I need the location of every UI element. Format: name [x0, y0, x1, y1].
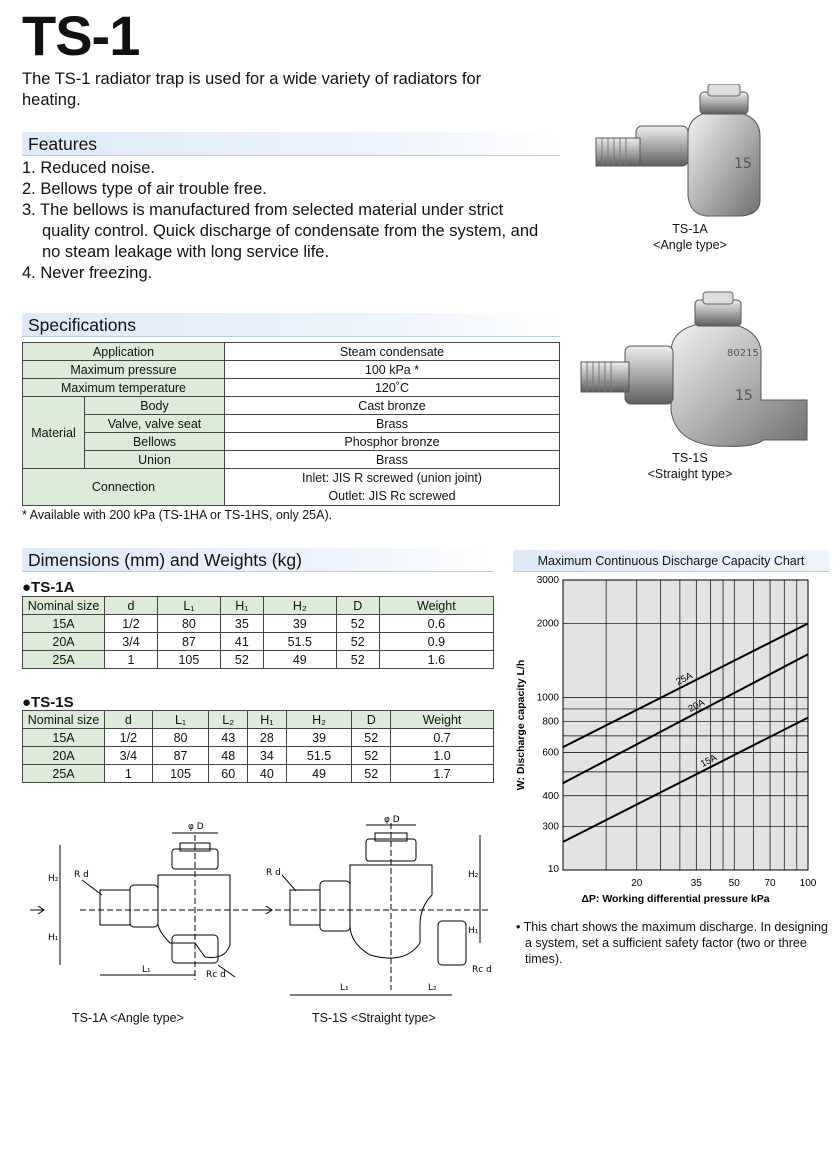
- table-cell: 52: [336, 615, 379, 633]
- column-header: L₂: [209, 711, 248, 729]
- y-tick-label: 600: [542, 747, 559, 759]
- ts1s-table-label: ●TS-1S: [22, 694, 74, 711]
- table-cell: 60: [209, 765, 248, 783]
- spec-label: Connection: [23, 469, 225, 506]
- column-header: H₂: [263, 597, 336, 615]
- column-header: L₁: [152, 711, 209, 729]
- column-header: H₁: [248, 711, 287, 729]
- phi-d-label: φ D: [384, 815, 400, 825]
- l1-label: L₁: [340, 983, 349, 993]
- column-header: H₁: [220, 597, 263, 615]
- feature-item: 3. The bellows is manufactured from selected material under strict quality control. Quick discharge of condensate from the system, and no steam leakage with long service life.: [22, 201, 539, 261]
- y-tick-label: 300: [542, 821, 559, 833]
- spec-sublabel: Valve, valve seat: [85, 415, 225, 433]
- caption-line: TS-1S: [672, 451, 708, 465]
- dimensions-heading: Dimensions (mm) and Weights (kg): [22, 548, 494, 572]
- series-label: 25A: [674, 670, 695, 688]
- ts1s-drawing-labels: [266, 815, 492, 993]
- table-cell: 48: [209, 747, 248, 765]
- table-cell: 25A: [23, 651, 105, 669]
- table-cell: 52: [336, 651, 379, 669]
- table-cell: 1.6: [379, 651, 493, 669]
- y-axis-label: W: Discharge capacity L/h: [515, 659, 527, 791]
- spec-footnote: * Available with 200 kPa (TS-1HA or TS-1HS, only 25A).: [22, 508, 333, 522]
- table-row: [23, 451, 560, 469]
- connection-inlet: Inlet: JIS R screwed (union joint): [302, 471, 482, 485]
- drawing-caption-straight: TS-1S <Straight type>: [312, 1011, 436, 1025]
- table-header-row: [23, 711, 494, 729]
- ts1s-product-photo: [575, 290, 815, 450]
- features-list: [22, 158, 542, 284]
- feature-item: 4. Never freezing.: [22, 264, 153, 282]
- features-heading: Features: [22, 132, 560, 156]
- table-row: [23, 361, 560, 379]
- x-tick-label: 70: [764, 878, 776, 889]
- y-tick-label: 1000: [536, 692, 559, 704]
- feature-item: 1. Reduced noise.: [22, 159, 156, 177]
- table-cell: 105: [157, 651, 220, 669]
- table-cell: 49: [263, 651, 336, 669]
- table-cell: 20A: [23, 633, 105, 651]
- table-cell: 105: [152, 765, 209, 783]
- l1-label: L₁: [142, 965, 151, 975]
- table-cell: 39: [286, 729, 352, 747]
- spec-value: Steam condensate: [225, 343, 560, 361]
- column-header: d: [105, 711, 153, 729]
- table-cell: 80: [152, 729, 209, 747]
- ts1s-photo-caption: [600, 450, 780, 482]
- table-row: [23, 615, 494, 633]
- table-cell: 49: [286, 765, 352, 783]
- spec-label: Material: [23, 397, 85, 469]
- ts1a-photo-caption: [600, 221, 780, 253]
- table-cell: 51.5: [263, 633, 336, 651]
- table-cell: 52: [352, 729, 391, 747]
- table-row: [23, 729, 494, 747]
- rd-label: R d: [74, 870, 89, 880]
- column-header: D: [352, 711, 391, 729]
- connection-outlet: Outlet: JIS Rc screwed: [328, 489, 456, 503]
- spec-value: [225, 469, 560, 506]
- table-row: [23, 747, 494, 765]
- body-mark: 15: [735, 388, 753, 404]
- table-row: [23, 433, 560, 451]
- drawing-caption-angle: TS-1A <Angle type>: [72, 1011, 184, 1025]
- table-cell: 87: [152, 747, 209, 765]
- series-label: 15A: [698, 752, 719, 770]
- table-header-row: [23, 597, 494, 615]
- table-row: [23, 397, 560, 415]
- table-cell: 3/4: [105, 747, 153, 765]
- spec-value: 100 kPa *: [225, 361, 560, 379]
- table-cell: 0.6: [379, 615, 493, 633]
- table-cell: 52: [336, 633, 379, 651]
- table-cell: 1.7: [391, 765, 494, 783]
- table-row: [23, 343, 560, 361]
- x-tick-label: 100: [799, 878, 817, 889]
- column-header: d: [105, 597, 158, 615]
- intro-text: The TS-1 radiator trap is used for a wide variety of radiators for heating.: [22, 70, 482, 109]
- table-cell: 0.9: [379, 633, 493, 651]
- h1-label: H₁: [468, 926, 479, 936]
- column-header: L₁: [157, 597, 220, 615]
- serial-mark: 80215: [727, 348, 759, 359]
- caption-line: TS-1A: [672, 222, 708, 236]
- table-cell: 39: [263, 615, 336, 633]
- specifications-table: [22, 342, 560, 506]
- ts1a-product-photo: [588, 84, 788, 224]
- table-cell: 52: [352, 747, 391, 765]
- rd-label: R d: [266, 868, 281, 878]
- table-cell: 51.5: [286, 747, 352, 765]
- series-label: 20A: [686, 697, 707, 715]
- table-cell: 52: [352, 765, 391, 783]
- y-tick-label: 800: [542, 716, 559, 728]
- table-cell: 1: [105, 765, 153, 783]
- table-cell: 1: [105, 651, 158, 669]
- column-header: Weight: [379, 597, 493, 615]
- h2-label: H₂: [468, 870, 479, 880]
- table-cell: 43: [209, 729, 248, 747]
- table-row: [23, 633, 494, 651]
- y-tick-label: 10: [547, 864, 559, 875]
- spec-sublabel: Union: [85, 451, 225, 469]
- spec-value: 120˚C: [225, 379, 560, 397]
- table-cell: 25A: [23, 765, 105, 783]
- table-row: [23, 651, 494, 669]
- feature-item: 2. Bellows type of air trouble free.: [22, 180, 267, 198]
- caption-line: <Straight type>: [647, 467, 733, 481]
- column-header: H₂: [286, 711, 352, 729]
- table-cell: 52: [220, 651, 263, 669]
- page-title: TS-1: [22, 4, 140, 67]
- spec-label: Maximum temperature: [23, 379, 225, 397]
- spec-sublabel: Body: [85, 397, 225, 415]
- h1-label: H₁: [48, 933, 59, 943]
- column-header: Nominal size: [23, 711, 105, 729]
- x-tick-label: 50: [728, 878, 740, 889]
- x-tick-label: 20: [631, 878, 643, 889]
- phi-d-label: φ D: [188, 822, 204, 832]
- ts1a-table-label: ●TS-1A: [22, 579, 75, 596]
- spec-value: Brass: [225, 415, 560, 433]
- table-row: [23, 415, 560, 433]
- table-cell: 40: [248, 765, 287, 783]
- table-row: [23, 379, 560, 397]
- h2-label: H₂: [48, 874, 59, 884]
- table-cell: 41: [220, 633, 263, 651]
- table-cell: 87: [157, 633, 220, 651]
- table-cell: 15A: [23, 729, 105, 747]
- ts1a-drawing: [30, 833, 250, 980]
- l2-label: L₂: [428, 983, 437, 993]
- table-cell: 1/2: [105, 729, 153, 747]
- spec-value: Brass: [225, 451, 560, 469]
- table-cell: 0.7: [391, 729, 494, 747]
- table-cell: 15A: [23, 615, 105, 633]
- table-cell: 28: [248, 729, 287, 747]
- column-header: Nominal size: [23, 597, 105, 615]
- ts1s-dimensions-table: [22, 710, 494, 783]
- spec-sublabel: Bellows: [85, 433, 225, 451]
- technical-drawings: [20, 815, 500, 1010]
- column-header: Weight: [391, 711, 494, 729]
- table-cell: 80: [157, 615, 220, 633]
- spec-label: Application: [23, 343, 225, 361]
- ts1s-drawing: [252, 823, 490, 995]
- table-cell: 3/4: [105, 633, 158, 651]
- rcd-label: Rc d: [472, 965, 492, 975]
- y-tick-label: 3000: [536, 575, 559, 586]
- ts1a-dimensions-table: [22, 596, 494, 669]
- x-tick-label: 35: [690, 878, 702, 889]
- x-axis-label: ΔP: Working differential pressure kPa: [581, 893, 770, 905]
- spec-value: Cast bronze: [225, 397, 560, 415]
- ts1a-drawing-labels: [48, 822, 226, 980]
- spec-label: Maximum pressure: [23, 361, 225, 379]
- specifications-heading: Specifications: [22, 313, 560, 337]
- table-row: [23, 765, 494, 783]
- table-cell: 20A: [23, 747, 105, 765]
- table-cell: 1/2: [105, 615, 158, 633]
- column-header: D: [336, 597, 379, 615]
- chart-title: Maximum Continuous Discharge Capacity Chart: [513, 550, 829, 572]
- spec-value: Phosphor bronze: [225, 433, 560, 451]
- rcd-label: Rc d: [206, 970, 226, 980]
- body-mark: 15: [734, 156, 752, 172]
- discharge-capacity-chart: [510, 574, 835, 914]
- table-row: [23, 469, 560, 506]
- chart-note: • This chart shows the maximum discharge. In designing a system, set a sufficient safety factor (two or three times).: [516, 920, 828, 966]
- table-cell: 35: [220, 615, 263, 633]
- y-tick-label: 400: [542, 790, 559, 802]
- table-cell: 1.0: [391, 747, 494, 765]
- table-cell: 34: [248, 747, 287, 765]
- y-tick-label: 2000: [536, 618, 559, 630]
- caption-line: <Angle type>: [653, 238, 727, 252]
